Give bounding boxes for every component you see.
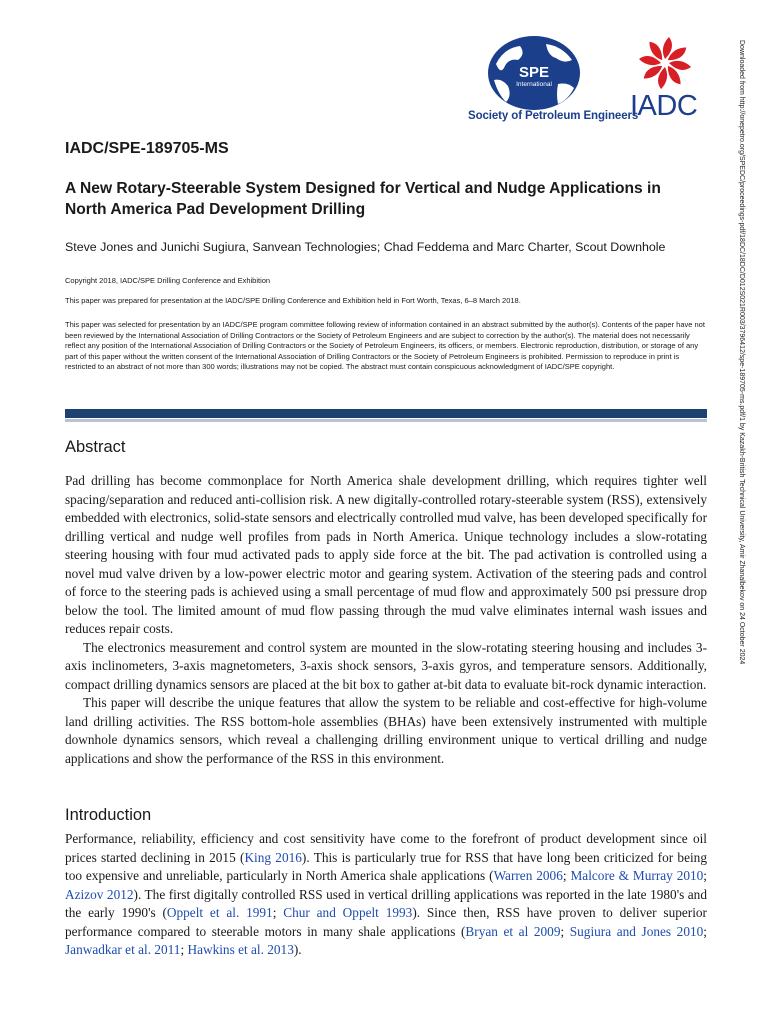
spe-logo [468,34,639,126]
iadc-name: IADC [630,90,698,122]
intro-text: ). This is particularly true for RSS that have long been criticized for being too expensive and unreliable, particularly in North America shale applications ( [65,849,707,883]
intro-text: ). [293,942,302,957]
abstract-heading: Abstract [65,438,126,456]
abstract-paragraph: This paper will describe the unique features that allow the system to be reliable and cost-effective for high-volume land drilling activities. The RSS bottom-hole assemblies (BHAs) have been extensively instrumented with multiple downhole dynamics sensors, which reveal a challenging drilling environment unique to vertical drilling and nudge applications and show the performance of the RSS in this environment. [65,695,707,766]
intro-separator: ; [703,868,707,883]
intro-text: ). The first digitally controlled RSS used in vertical drilling applications was reported in the late 1980's and the early 1990's ( [65,886,707,920]
reference-link[interactable]: Oppelt et al. 1991 [166,905,273,920]
authors: Steve Jones and Junichi Sugiura, Sanvean Technologies; Chad Feddema and Marc Charter, Scout Downhole [65,240,666,254]
section-divider [65,409,707,418]
review-notice: This paper was selected for presentation by an IADC/SPE program committee following review of information contained in an abstract submitted by the author(s). Contents of the paper have not been reviewed by the International Association of Drilling Contractors or the Society of Petroleum Engineers and are subject to correction by the author(s). The material does not necessarily reflect any position of the International Association of Drilling Contractors or the Society of Petroleum Engineers, its officers, or members. Electronic reproduction, distribution, or storage of any part of this paper without the written consent of the International Association of Drilling Contractors or the Society of Petroleum Engineers is prohibited. Permission to reproduce in print is restricted to an abstract of not more than 300 words; illustrations may not be copied. The abstract must contain conspicuous acknowledgment of IADC/SPE copyright. [65,320,705,372]
copyright-notice: Copyright 2018, IADC/SPE Drilling Conference and Exhibition [65,276,271,285]
introduction-paragraph [65,830,707,960]
download-watermark: Downloaded from http://onepetro.org/SPEDC/proceedings-pdf/18DC/18DC/D012S021R003/3796412/spe-189705-ms.pdf/1 by Kazakh-British Technical University, Amir Zhanalbekov on 24 October 2024 [738,40,745,665]
abstract-paragraph: The electronics measurement and control system are mounted in the slow-rotating steering housing and includes 3-axis inclinometers, 3-axis magnetometers, 3-axis shock sensors, 3-axis gyros, and temperature sensors. Additionally, compact drilling dynamics sensors are placed at the bit box to gather at-bit data to evaluate bit-rock dynamic interaction. [65,639,707,692]
reference-link[interactable]: Hawkins et al. 2013 [187,942,294,957]
intro-separator: ; [703,923,707,939]
intro-separator: ; [560,923,570,939]
introduction-body [65,830,707,960]
introduction-heading: Introduction [65,806,152,824]
reference-link[interactable]: Sugiura and Jones 2010 [569,923,704,939]
iadc-flower-icon [638,36,692,90]
abstract-body [65,472,707,768]
section-divider-accent [65,419,707,422]
intro-separator: ; [180,942,188,957]
intro-text: ). Since then, RSS have proven to deliver superior performance compared to steerable motors in many shale applications ( [65,905,707,939]
paper-id: IADC/SPE-189705-MS [65,140,229,157]
paper-title: A New Rotary-Steerable System Designed for Vertical and Nudge Applications in North America Pad Development Drilling [65,180,661,218]
reference-link[interactable]: Malcore & Murray 2010 [570,868,704,883]
spe-badge-text: SPE [518,64,550,81]
presentation-notice: This paper was prepared for presentation at the IADC/SPE Drilling Conference and Exhibition held in Fort Worth, Texas, 6–8 March 2018. [65,296,521,305]
intro-separator: ; [562,868,571,883]
abstract-paragraph: Pad drilling has become commonplace for North America shale development drilling, which requires tighter well spacing/separation and reduced anti-collision risk. A new digitally-controlled rotary-steerable system (RSS), extensively embedded with electronics, solid-state sensors and electrically controlled mud valve, has been developed specifically for drilling vertical and nudge well profiles from pads in North America. Unique technology includes a slow-rotating steering housing with four mud activated pads to apply side force at the bit. The pad activation is controlled using a novel mud valve driven by a low-power electric motor and gearing system. Activation of the steering pads and control of force to the steering pads is achieved using a small percentage of mud flow and approximately 500 psi pressure drop below the tool. The limited amount of mud flow passing through the mud valve eliminates internal wash issues and reduces repair costs. [65,473,707,636]
intro-text: Performance, reliability, efficiency and cost sensitivity have come to the forefront of product development since oil prices started declining in 2015 ( [65,831,707,865]
reference-link[interactable]: Janwadkar et al. 2011 [65,942,181,957]
spe-badge-subtext: International [516,81,552,88]
iadc-logo [630,36,702,126]
reference-link[interactable]: Chur and Oppelt 1993 [283,905,413,920]
spe-name: Society of Petroleum Engineers [468,110,639,122]
reference-link[interactable]: Warren 2006 [493,868,563,883]
intro-separator: ; [272,905,284,920]
reference-link[interactable]: King 2016 [244,849,302,865]
reference-link[interactable]: Azizov 2012 [65,886,134,902]
reference-link[interactable]: Bryan et al 2009 [465,923,561,939]
spe-globe-icon [486,34,582,112]
